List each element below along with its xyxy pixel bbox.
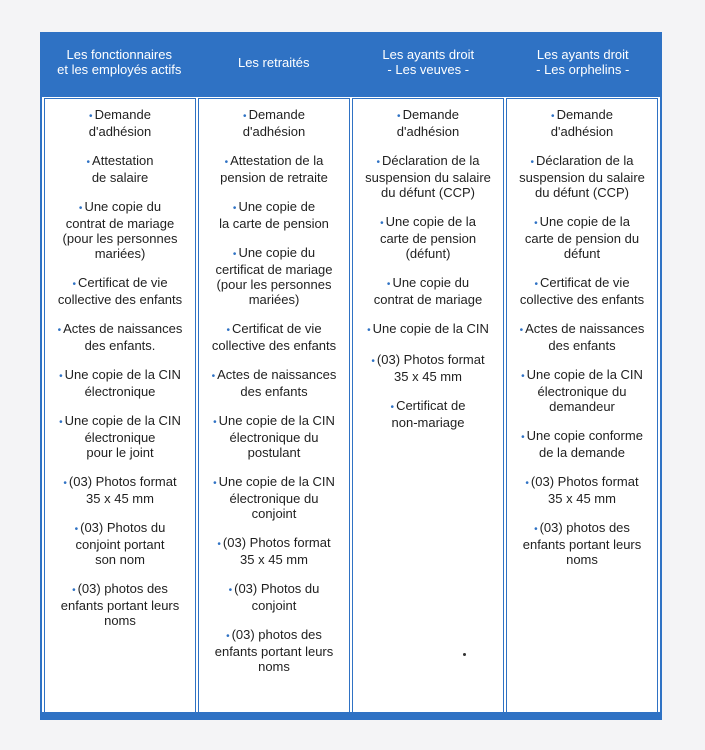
stray-dot	[463, 653, 466, 656]
header-actifs: Les fonctionnaires et les employés actifs	[57, 47, 182, 77]
list-item	[203, 245, 345, 307]
bullet-icon: •	[371, 356, 375, 367]
list-item	[511, 474, 653, 506]
bullet-icon: •	[63, 478, 67, 489]
list-item-text: (03) photos des enfants portant leurs noms	[60, 581, 180, 628]
list-item	[49, 413, 191, 460]
list-item-text: Actes de naissances des enfants	[217, 367, 337, 399]
footer-band	[40, 712, 662, 720]
bullet-icon: •	[232, 249, 237, 260]
requirements-table	[40, 32, 662, 720]
list-item	[357, 352, 499, 384]
list-item	[511, 367, 653, 414]
column-veuves	[352, 98, 504, 716]
header-orphelins: Les ayants droit - Les orphelins -	[536, 47, 630, 77]
bullet-icon: •	[525, 478, 529, 489]
header-veuves: Les ayants droit - Les veuves -	[382, 47, 475, 77]
list-item	[357, 398, 499, 430]
list-item-text: Demande d'adhésion	[396, 107, 460, 139]
bullet-icon: •	[397, 111, 401, 122]
list-item-text: Certificat de non-mariage	[391, 398, 466, 430]
list-item-text: Une copie de la CIN électronique du demandeur	[526, 367, 643, 414]
list-item-text: Demande d'adhésion	[242, 107, 306, 139]
bullet-icon: •	[72, 585, 76, 596]
list-item-text: Une copie de la CIN électronique du conjoint	[218, 474, 335, 521]
bullet-icon: •	[213, 417, 217, 428]
list-item-text: (03) photos des enfants portant leurs noms	[214, 627, 334, 674]
list-item-text: (03) Photos format 35 x 45 mm	[68, 474, 177, 506]
list-item	[357, 275, 499, 307]
bullet-icon: •	[59, 371, 63, 382]
list-item	[49, 107, 191, 139]
list-item-text: Une copie du certificat de mariage (pour les personnes mariées)	[215, 245, 333, 307]
list-item-text: Une copie de la CIN électronique pour le joint	[64, 413, 181, 460]
list-item	[203, 107, 345, 139]
list-item	[203, 474, 345, 521]
bullet-icon: •	[521, 432, 525, 443]
bullet-icon: •	[57, 325, 62, 336]
list-item-text: (03) Photos format 35 x 45 mm	[222, 535, 331, 567]
list-item	[49, 520, 191, 567]
bullet-icon: •	[243, 111, 247, 122]
bullet-icon: •	[89, 111, 93, 122]
list-item-text: Une copie de la carte de pension du défunt	[524, 214, 640, 261]
list-item-text: Certificat de vie collective des enfants	[519, 275, 645, 307]
list-item-text: Demande d'adhésion	[550, 107, 614, 139]
header-band	[42, 90, 660, 98]
table-header	[42, 34, 660, 90]
list-item	[357, 214, 499, 261]
list-item	[203, 321, 345, 353]
header-retraites: Les retraités	[237, 54, 310, 70]
list-item	[203, 153, 345, 185]
list-item	[49, 474, 191, 506]
list-item-text: Une copie du contrat de mariage	[373, 275, 483, 307]
list-item	[203, 627, 345, 674]
bullet-icon: •	[530, 157, 534, 168]
list-item-text: Actes de naissances des enfants	[525, 321, 645, 353]
bullet-icon: •	[519, 325, 524, 336]
list-item	[511, 275, 653, 307]
bullet-icon: •	[211, 371, 216, 382]
bullet-icon: •	[86, 157, 91, 168]
bullet-icon: •	[72, 279, 76, 290]
list-item-text: Certificat de vie collective des enfants	[211, 321, 337, 353]
list-item-text: Attestation de salaire	[91, 153, 154, 185]
bullet-icon: •	[534, 218, 538, 229]
bullet-icon: •	[521, 371, 525, 382]
list-item	[357, 153, 499, 200]
list-item-text: Une copie de la CIN électronique du postulant	[218, 413, 335, 460]
list-item	[49, 153, 191, 185]
bullet-icon: •	[226, 631, 230, 642]
list-item-text: (03) Photos du conjoint	[234, 581, 320, 613]
bullet-icon: •	[224, 157, 229, 168]
bullet-icon: •	[228, 585, 233, 596]
list-item	[203, 199, 345, 231]
bullet-icon: •	[551, 111, 555, 122]
bullet-icon: •	[232, 203, 237, 214]
list-item	[49, 275, 191, 307]
list-item	[511, 153, 653, 200]
list-item	[357, 107, 499, 139]
list-item-text: Une copie de la carte de pension (défunt)	[379, 214, 477, 261]
list-item-text: Une copie du contrat de mariage (pour les personnes mariées)	[62, 199, 178, 261]
list-item	[49, 367, 191, 399]
bullet-icon: •	[376, 157, 380, 168]
list-item-text: Attestation de la pension de retraite	[220, 153, 328, 185]
list-item	[203, 367, 345, 399]
bullet-icon: •	[534, 279, 538, 290]
bullet-icon: •	[226, 325, 230, 336]
bullet-icon: •	[534, 524, 538, 535]
list-item	[49, 321, 191, 353]
list-item	[511, 107, 653, 139]
list-item	[511, 520, 653, 567]
list-item-text: Actes de naissances des enfants.	[63, 321, 183, 353]
list-item-text: Une copie de la CIN	[372, 321, 489, 336]
list-item	[357, 321, 499, 338]
list-item	[511, 214, 653, 261]
bullet-icon: •	[380, 218, 384, 229]
list-item	[511, 321, 653, 353]
bullet-icon: •	[217, 539, 221, 550]
list-item-text: Déclaration de la suspension du salaire du défunt (CCP)	[519, 153, 645, 200]
column-orphelins	[506, 98, 658, 716]
column-retraites	[198, 98, 350, 716]
bullet-icon: •	[213, 478, 217, 489]
bullet-icon: •	[390, 402, 395, 413]
table-body	[44, 98, 658, 716]
list-item	[511, 428, 653, 460]
list-item	[203, 581, 345, 613]
list-item-text: Une copie de la carte de pension	[219, 199, 329, 231]
list-item	[49, 199, 191, 261]
list-item-text: Une copie de la CIN électronique	[64, 367, 181, 399]
list-item	[49, 581, 191, 628]
list-item-text: (03) Photos format 35 x 45 mm	[530, 474, 639, 506]
column-actifs	[44, 98, 196, 716]
bullet-icon: •	[74, 524, 79, 535]
list-item	[203, 413, 345, 460]
list-item-text: Certificat de vie collective des enfants	[57, 275, 183, 307]
list-item-text: Une copie conforme de la demande	[526, 428, 643, 460]
bullet-icon: •	[59, 417, 63, 428]
list-item-text: Demande d'adhésion	[88, 107, 152, 139]
list-item	[203, 535, 345, 567]
list-item-text: (03) photos des enfants portant leurs noms	[522, 520, 642, 567]
bullet-icon: •	[78, 203, 83, 214]
bullet-icon: •	[386, 279, 391, 290]
list-item-text: (03) Photos du conjoint portant son nom	[75, 520, 166, 567]
list-item-text: Déclaration de la suspension du salaire du défunt (CCP)	[365, 153, 491, 200]
bullet-icon: •	[367, 325, 371, 336]
list-item-text: (03) Photos format 35 x 45 mm	[376, 352, 485, 384]
